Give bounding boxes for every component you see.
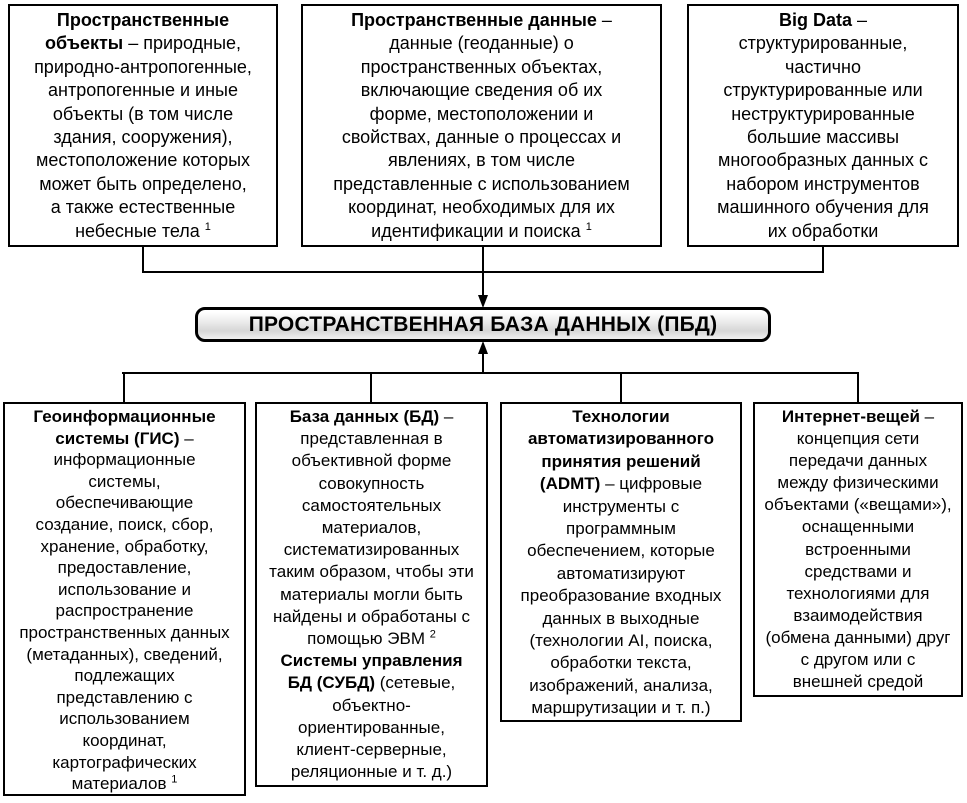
bottom-box-database-dbms: База данных (БД) – представленная в объективной форме совокупность самостоятельных материалов, систематизированных таким образом, чтобы эти материалы могли быть найдены и обработаны с помощью ЭВМ $^2$ Системы управления БД (СУБД) (сетевые, объектно- ориентированные, клиент-серверные, реляционные и т. д.)	[255, 402, 488, 787]
bottom-box-internet-of-things: Интернет-вещей – концепция сети передачи данных между физическими объектами («вещами»), оснащенными встроенными средствами и технологиями для взаимодействия (обмена данными) друг с другом или с внешней средой	[753, 402, 963, 697]
connector-stub-bottom-middle	[482, 353, 484, 373]
top-box-spatial-objects: Пространственные объекты – природные, природно-антропогенные, антропогенные и иные объекты (в том числе здания, сооружения), местоположение которых может быть определено, а также естественные небесные тела $^1$	[8, 4, 278, 247]
connector-stub-top-left	[142, 247, 144, 273]
top-box-big-data: Big Data – структурированные, частично структурированные или неструктурированные большие массивы многообразных данных с набором инструментов машинного обучения для их обработки	[687, 4, 959, 247]
connector-stub-top-right	[822, 247, 824, 273]
connector-stub-database	[370, 372, 372, 402]
connector-stub-iot	[857, 372, 859, 402]
connector-stub-gis	[123, 372, 125, 402]
bottom-box-admt: Технологии автоматизированного принятия решений (ADMT) – цифровые инструменты с программным обеспечением, которые автоматизируют преобразование входных данных в выходные (технологии AI, поиска, обработки текста, изображений, анализа, маршрутизации и т. п.)	[500, 402, 742, 722]
bottom-box-gis: Геоинформационные системы (ГИС) – информационные системы, обеспечивающие создание, поиск, сбор, хранение, обработку, предоставление, использование и распространение пространственных данных (метаданных), сведений, подлежащих представлению с использованием координат, картографических материалов $^1$	[3, 402, 246, 796]
top-box-spatial-data: Пространственные данные – данные (геоданные) о пространственных объектах, включающие сведения об их форме, местоположении и свойствах, данные о процессах и явлениях, в том числе представленные с использованием координат, необходимых для их идентификации и поиска $^1$	[301, 4, 662, 247]
pbd-title: ПРОСТРАНСТВЕННАЯ БАЗА ДАННЫХ (ПБД)	[248, 312, 718, 336]
connector-top-horizontal-line	[142, 271, 824, 273]
connector-bottom-horizontal-line	[122, 372, 859, 374]
center-box-pbd	[195, 307, 771, 342]
connector-stub-admt	[620, 372, 622, 402]
